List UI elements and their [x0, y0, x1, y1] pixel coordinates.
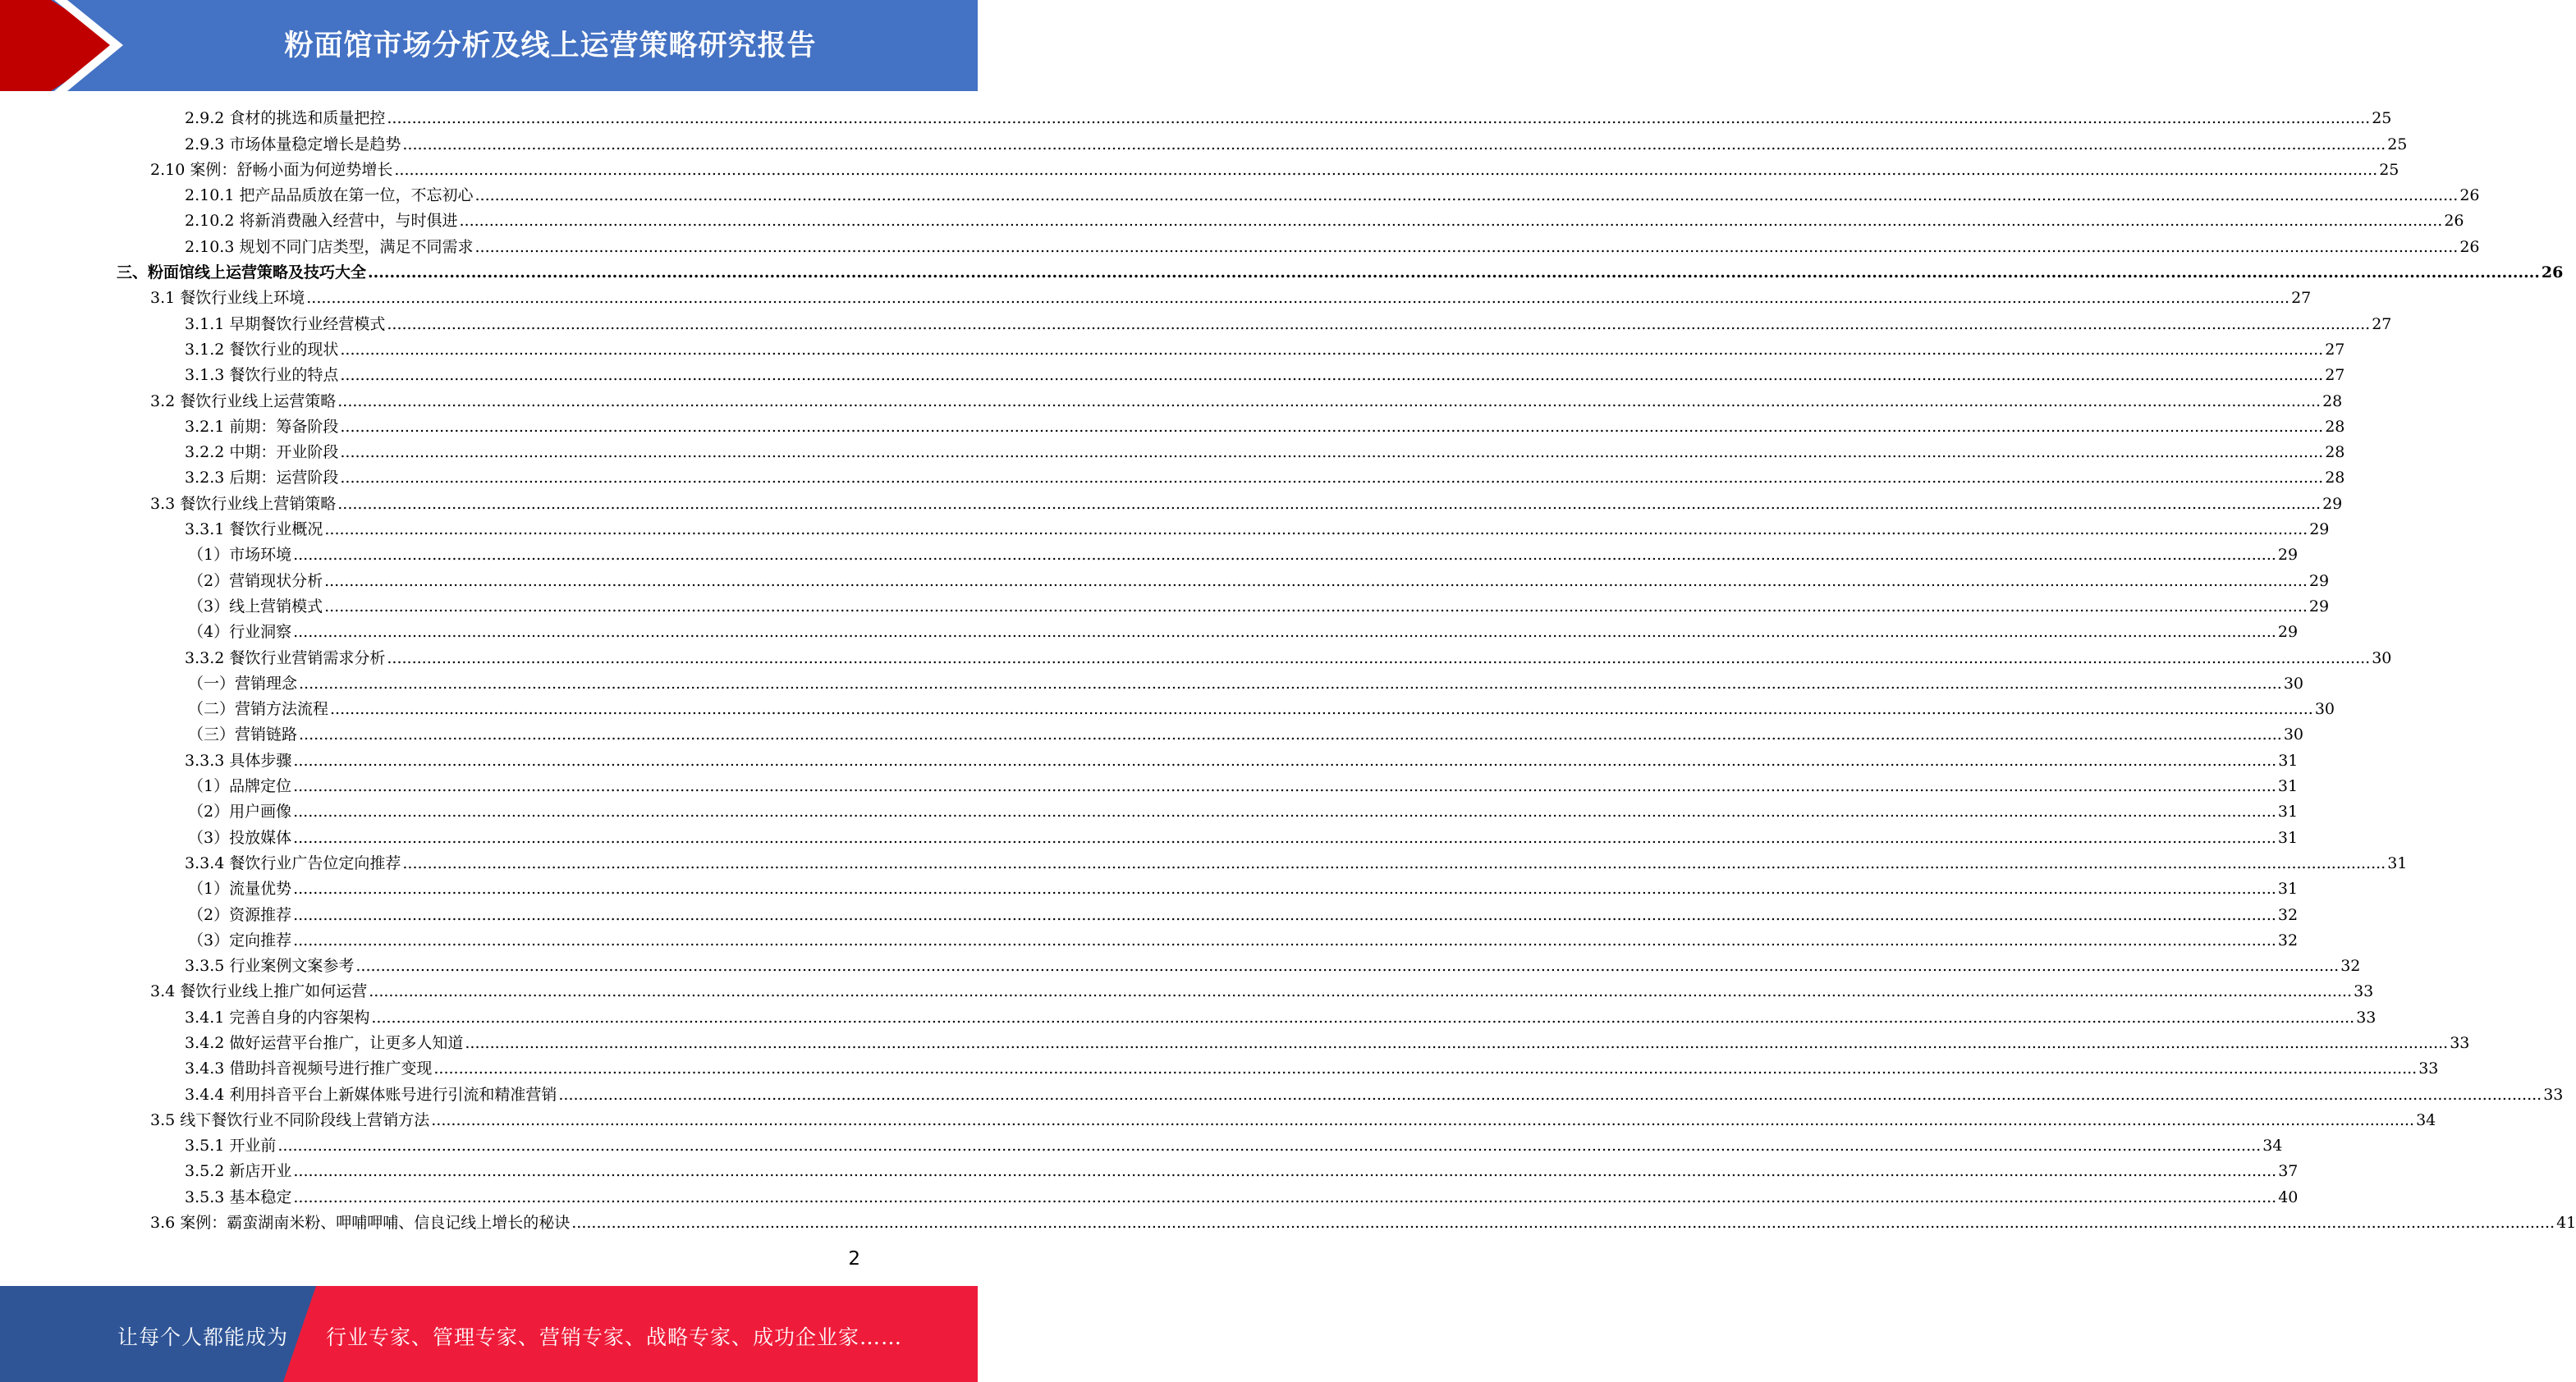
toc-entry-title: 3.6 案例：霸蛮湖南米粉、呷哺呷哺、信良记线上增长的秘诀 [150, 1214, 571, 1233]
toc-entry-title: 3.3.2 餐饮行业营销需求分析 [185, 648, 386, 667]
toc-entry[interactable] [0, 977, 2374, 1003]
toc-entry[interactable] [0, 207, 2464, 232]
toc-dot-leader: ................................................................................................................................................................................................................................................................................................................................................................................................................ [293, 1188, 2277, 1206]
toc-entry-page: 27 [2325, 366, 2345, 385]
toc-dot-leader: ................................................................................................................................................................................................................................................................................................................................................................................................................ [293, 931, 2276, 950]
toc-dot-leader: ................................................................................................................................................................................................................................................................................................................................................................................................................ [340, 340, 2324, 359]
toc-entry-title: 3.5 线下餐饮行业不同阶段线上营销方法 [150, 1110, 430, 1129]
toc-entry-title: 3.1.2 餐饮行业的现状 [185, 340, 339, 359]
toc-dot-leader: ................................................................................................................................................................................................................................................................................................................................................................................................................ [368, 263, 2540, 282]
toc-entry-title: 3.5.3 基本稳定 [185, 1188, 292, 1206]
toc-dot-leader: ................................................................................................................................................................................................................................................................................................................................................................................................................ [337, 391, 2322, 410]
toc-dot-leader: ................................................................................................................................................................................................................................................................................................................................................................................................................ [459, 212, 2443, 231]
toc-entry-title: （3）线上营销模式 [188, 597, 323, 615]
toc-entry[interactable] [0, 387, 2343, 412]
toc-entry-title: 3.3.1 餐饮行业概况 [185, 520, 323, 539]
toc-entry-title: 3.2.1 前期：筹备阶段 [185, 417, 339, 436]
toc-entry-page: 30 [2283, 674, 2304, 693]
toc-entry-page: 28 [2325, 443, 2345, 462]
toc-entry-title: 3.2 餐饮行业线上运营策略 [150, 391, 337, 410]
toc-dot-leader: ................................................................................................................................................................................................................................................................................................................................................................................................................ [293, 751, 2277, 770]
toc-entry-title: （一）营销理念 [188, 674, 298, 693]
toc-entry[interactable] [0, 541, 2299, 566]
toc-entry[interactable] [0, 1055, 2439, 1080]
toc-dot-leader: ................................................................................................................................................................................................................................................................................................................................................................................................................ [293, 1162, 2277, 1181]
toc-entry[interactable] [0, 1209, 2576, 1234]
toc-entry-page: 29 [2308, 571, 2330, 590]
toc-entry[interactable] [0, 361, 2345, 387]
toc-entry[interactable] [0, 746, 2299, 771]
toc-entry-page: 33 [2354, 982, 2374, 1001]
toc-entry-title: 2.9.2 食材的挑选和质量把控 [185, 109, 386, 128]
toc-dot-leader: ................................................................................................................................................................................................................................................................................................................................................................................................................ [340, 469, 2324, 487]
toc-entry[interactable] [0, 695, 2335, 721]
toc-entry-page: 25 [2387, 135, 2408, 153]
toc-entry-page: 30 [2372, 648, 2392, 667]
toc-entry[interactable] [0, 1080, 2564, 1105]
toc-dot-leader: ................................................................................................................................................................................................................................................................................................................................................................................................................ [324, 520, 2308, 539]
page-footer [0, 1286, 978, 1382]
toc-entry-title: （4）行业洞察 [188, 623, 292, 642]
toc-dot-leader: ................................................................................................................................................................................................................................................................................................................................................................................................................ [293, 828, 2276, 847]
toc-dot-leader: ................................................................................................................................................................................................................................................................................................................................................................................................................ [474, 237, 2459, 256]
toc-entry-page: 29 [2277, 623, 2299, 642]
page-number: 2 [848, 1248, 860, 1270]
toc-entry[interactable] [0, 413, 2345, 438]
toc-entry-title: （3）投放媒体 [188, 828, 292, 847]
toc-entry-page: 40 [2278, 1188, 2299, 1206]
toc-entry[interactable] [0, 284, 2312, 309]
toc-entry-page: 30 [2314, 700, 2335, 719]
toc-dot-leader: ................................................................................................................................................................................................................................................................................................................................................................................................................ [293, 905, 2276, 924]
toc-entry-page: 34 [2262, 1137, 2283, 1155]
toc-entry-page: 33 [2450, 1033, 2470, 1052]
toc-dot-leader: ................................................................................................................................................................................................................................................................................................................................................................................................................ [330, 700, 2313, 719]
toc-entry[interactable] [0, 618, 2299, 643]
toc-entry[interactable] [0, 772, 2299, 798]
toc-entry-title: 三、粉面馆线上运营策略及技巧大全 [117, 263, 367, 282]
toc-dot-leader: ................................................................................................................................................................................................................................................................................................................................................................................................................ [306, 289, 2290, 308]
document-title: 粉面馆市场分析及线上运营策略研究报告 [284, 30, 817, 62]
toc-entry-title: 3.4.2 做好运营平台推广，让更多人知道 [185, 1033, 464, 1052]
toc-entry[interactable] [0, 438, 2345, 464]
toc-entry-title: （三）营销链路 [188, 725, 298, 744]
toc-dot-leader: ................................................................................................................................................................................................................................................................................................................................................................................................................ [293, 803, 2276, 821]
toc-entry[interactable] [0, 489, 2343, 515]
page-header [0, 0, 978, 91]
toc-entry-page: 29 [2277, 546, 2299, 565]
toc-entry[interactable] [0, 721, 2304, 746]
toc-entry[interactable] [0, 1132, 2283, 1157]
toc-entry-title: （1）市场环境 [188, 546, 292, 565]
toc-entry-page: 31 [2277, 803, 2299, 821]
toc-entry[interactable] [0, 1157, 2299, 1183]
toc-dot-leader: ................................................................................................................................................................................................................................................................................................................................................................................................................ [293, 880, 2276, 899]
toc-entry-page: 31 [2387, 853, 2408, 872]
footer-slogan-left: 让每个人都能成为 [117, 1325, 289, 1349]
toc-entry-page: 29 [2309, 520, 2330, 539]
toc-entry[interactable] [0, 336, 2345, 361]
toc-dot-leader: ................................................................................................................................................................................................................................................................................................................................................................................................................ [465, 1033, 2449, 1052]
toc-entry-page: 26 [2541, 263, 2564, 282]
toc-dot-leader: ................................................................................................................................................................................................................................................................................................................................................................................................................ [402, 853, 2386, 872]
toc-entry-page: 33 [2543, 1085, 2564, 1104]
toc-entry-page: 28 [2325, 469, 2345, 487]
toc-entry-title: 3.5.1 开业前 [185, 1137, 277, 1155]
toc-dot-leader: ................................................................................................................................................................................................................................................................................................................................................................................................................ [340, 443, 2324, 462]
toc-entry-page: 30 [2283, 725, 2304, 744]
toc-entry-page: 32 [2277, 931, 2299, 950]
toc-entry[interactable] [0, 104, 2392, 130]
toc-entry-title: 3.3.5 行业案例文案参考 [185, 957, 355, 976]
toc-entry-title: 2.9.3 市场体量稳定增长是趋势 [185, 135, 401, 153]
toc-entry-page: 37 [2278, 1162, 2299, 1181]
toc-entry[interactable] [0, 515, 2330, 541]
toc-entry-page: 26 [2444, 212, 2464, 231]
toc-dot-leader: ................................................................................................................................................................................................................................................................................................................................................................................................................ [402, 135, 2386, 153]
toc-entry-page: 33 [2418, 1059, 2439, 1078]
toc-dot-leader: ................................................................................................................................................................................................................................................................................................................................................................................................................ [355, 957, 2340, 976]
toc-entry-title: 2.10.3 规划不同门店类型，满足不同需求 [185, 237, 474, 256]
toc-entry-page: 27 [2325, 340, 2345, 359]
toc-entry[interactable] [0, 156, 2400, 181]
toc-entry-title: 3.1.3 餐饮行业的特点 [185, 366, 339, 385]
toc-entry-page: 29 [2308, 597, 2330, 615]
toc-entry-title: 3.2.2 中期：开业阶段 [185, 443, 339, 462]
toc-entry-title: 3.1.1 早期餐饮行业经营模式 [185, 314, 386, 333]
toc-dot-leader: ................................................................................................................................................................................................................................................................................................................................................................................................................ [324, 571, 2308, 590]
toc-dot-leader: ................................................................................................................................................................................................................................................................................................................................................................................................................ [571, 1214, 2555, 1233]
toc-entry-title: 2.10 案例：舒畅小面为何逆势增长 [150, 160, 393, 179]
toc-entry[interactable] [0, 798, 2299, 823]
toc-dot-leader: ................................................................................................................................................................................................................................................................................................................................................................................................................ [431, 1110, 2415, 1129]
red-chevron-decoration [0, 0, 131, 91]
toc-entry-page: 25 [2372, 109, 2392, 128]
toc-entry-page: 31 [2278, 751, 2299, 770]
toc-dot-leader: ................................................................................................................................................................................................................................................................................................................................................................................................................ [277, 1137, 2262, 1155]
toc-entry-title: 3.1 餐饮行业线上环境 [150, 289, 305, 308]
toc-entry-title: 3.3 餐饮行业线上营销策略 [150, 494, 337, 513]
toc-dot-leader: ................................................................................................................................................................................................................................................................................................................................................................................................................ [293, 546, 2276, 565]
toc-entry-title: （2）资源推荐 [188, 905, 292, 924]
toc-entry-page: 28 [2325, 417, 2345, 436]
toc-entry[interactable] [0, 952, 2361, 977]
toc-entry[interactable] [0, 643, 2392, 669]
toc-dot-leader: ................................................................................................................................................................................................................................................................................................................................................................................................................ [387, 109, 2371, 128]
toc-dot-leader: ................................................................................................................................................................................................................................................................................................................................................................................................................ [299, 674, 2282, 693]
toc-entry-page: 34 [2416, 1110, 2436, 1129]
toc-entry[interactable] [0, 900, 2299, 926]
toc-entry-page: 33 [2356, 1008, 2377, 1027]
toc-entry-page: 31 [2277, 880, 2299, 899]
toc-entry[interactable] [0, 259, 2564, 284]
toc-entry[interactable] [0, 927, 2299, 952]
table-of-contents [0, 104, 2576, 1234]
toc-entry-title: 3.4.1 完善自身的内容架构 [185, 1008, 370, 1027]
toc-entry[interactable] [0, 232, 2480, 258]
toc-entry-page: 32 [2340, 957, 2361, 976]
toc-entry[interactable] [0, 130, 2408, 155]
toc-entry[interactable] [0, 875, 2299, 900]
toc-dot-leader: ................................................................................................................................................................................................................................................................................................................................................................................................................ [558, 1085, 2542, 1104]
toc-entry-title: 3.4.3 借助抖音视频号进行推广变现 [185, 1059, 433, 1078]
toc-dot-leader: ................................................................................................................................................................................................................................................................................................................................................................................................................ [387, 648, 2371, 667]
toc-entry[interactable] [0, 849, 2408, 875]
toc-entry-title: 3.4.4 利用抖音平台上新媒体账号进行引流和精准营销 [185, 1085, 557, 1104]
toc-dot-leader: ................................................................................................................................................................................................................................................................................................................................................................................................................ [369, 982, 2353, 1001]
toc-entry-title: （2）用户画像 [188, 803, 292, 821]
toc-entry[interactable] [0, 1106, 2436, 1132]
toc-dot-leader: ................................................................................................................................................................................................................................................................................................................................................................................................................ [433, 1059, 2418, 1078]
toc-dot-leader: ................................................................................................................................................................................................................................................................................................................................................................................................................ [293, 623, 2276, 642]
toc-entry-page: 27 [2372, 314, 2392, 333]
toc-entry-title: 2.10.2 将新消费融入经营中，与时俱进 [185, 212, 458, 231]
toc-entry-title: （1）品牌定位 [188, 777, 292, 796]
toc-entry-title: （1）流量优势 [188, 880, 292, 899]
footer-slogan-right: 行业专家、管理专家、营销专家、战略专家、成功企业家…… [326, 1325, 903, 1349]
toc-entry[interactable] [0, 670, 2304, 695]
toc-dot-leader: ................................................................................................................................................................................................................................................................................................................................................................................................................ [293, 777, 2276, 796]
toc-dot-leader: ................................................................................................................................................................................................................................................................................................................................................................................................................ [474, 186, 2459, 205]
toc-entry[interactable] [0, 309, 2392, 335]
toc-entry-page: 25 [2379, 160, 2400, 179]
toc-entry[interactable] [0, 566, 2330, 592]
toc-entry[interactable] [0, 181, 2480, 207]
toc-entry-title: 3.2.3 后期：运营阶段 [185, 469, 339, 487]
toc-entry-page: 26 [2459, 186, 2480, 205]
toc-entry-page: 26 [2459, 237, 2480, 256]
toc-entry[interactable] [0, 1183, 2299, 1208]
toc-entry-title: 3.3.3 具体步骤 [185, 751, 292, 770]
toc-entry-title: （二）营销方法流程 [188, 700, 329, 719]
toc-entry-title: 3.4 餐饮行业线上推广如何运营 [150, 982, 368, 1001]
toc-dot-leader: ................................................................................................................................................................................................................................................................................................................................................................................................................ [371, 1008, 2355, 1027]
toc-entry-page: 31 [2277, 828, 2299, 847]
toc-dot-leader: ................................................................................................................................................................................................................................................................................................................................................................................................................ [337, 494, 2322, 513]
toc-entry[interactable] [0, 1003, 2377, 1028]
toc-entry-title: 3.3.4 餐饮行业广告位定向推荐 [185, 853, 401, 872]
toc-entry[interactable] [0, 464, 2345, 489]
toc-entry-page: 28 [2322, 391, 2343, 410]
toc-dot-leader: ................................................................................................................................................................................................................................................................................................................................................................................................................ [340, 366, 2324, 385]
toc-dot-leader: ................................................................................................................................................................................................................................................................................................................................................................................................................ [387, 314, 2371, 333]
toc-entry[interactable] [0, 593, 2330, 618]
toc-dot-leader: ................................................................................................................................................................................................................................................................................................................................................................................................................ [394, 160, 2378, 179]
toc-entry-title: （3）定向推荐 [188, 931, 292, 950]
toc-dot-leader: ................................................................................................................................................................................................................................................................................................................................................................................................................ [324, 597, 2308, 615]
toc-entry[interactable] [0, 1029, 2470, 1055]
toc-dot-leader: ................................................................................................................................................................................................................................................................................................................................................................................................................ [299, 725, 2282, 744]
toc-entry-page: 29 [2322, 494, 2343, 513]
toc-entry-page: 27 [2291, 289, 2312, 308]
toc-entry-title: （2）营销现状分析 [188, 571, 323, 590]
toc-entry-page: 41 [2556, 1214, 2576, 1233]
toc-entry-page: 32 [2277, 905, 2299, 924]
toc-dot-leader: ................................................................................................................................................................................................................................................................................................................................................................................................................ [340, 417, 2324, 436]
toc-entry-page: 31 [2277, 777, 2299, 796]
toc-entry-title: 2.10.1 把产品品质放在第一位，不忘初心 [185, 186, 474, 205]
toc-entry-title: 3.5.2 新店开业 [185, 1162, 292, 1181]
toc-entry[interactable] [0, 823, 2299, 849]
